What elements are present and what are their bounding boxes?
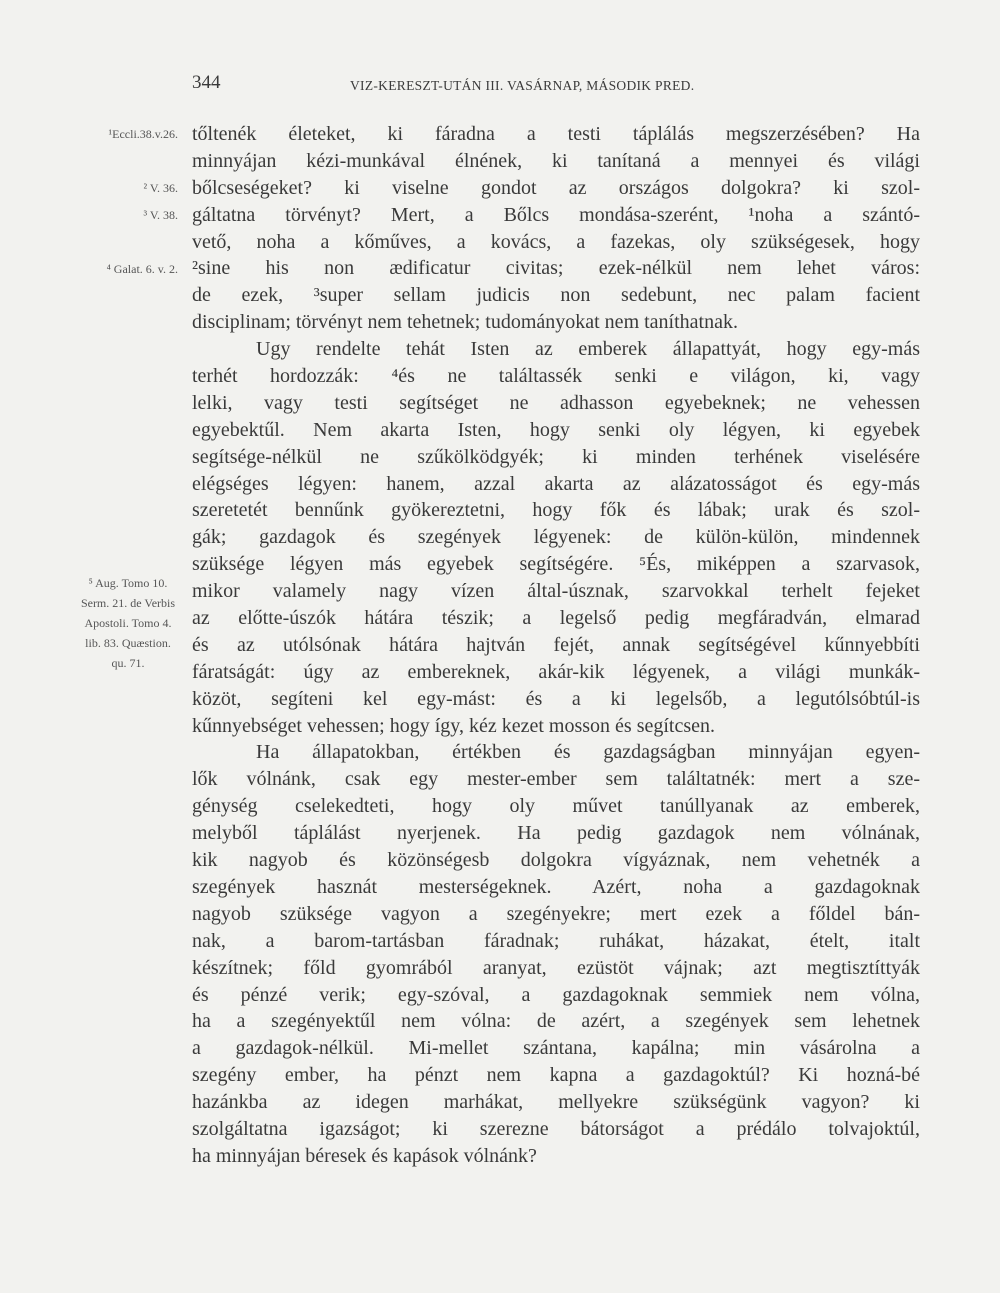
body-text <box>192 121 920 1170</box>
text-line: de ezek, ³super sellam judicis non sedebunt, nec palam facient <box>192 284 920 307</box>
text-line: és pénzé verik; egy-szóval, a gazdagoknak semmiek nem vólna, <box>192 983 920 1006</box>
text-line: szegények hasznát mesterségeknek. Azért, noha a gazdagoknak <box>192 875 920 898</box>
page-header <box>192 72 922 102</box>
text-line: közöt, segíteni kel egy-mást: és a ki legelsőb, a legutólsóbtúl-is <box>192 687 920 710</box>
text-line: génység cselekedteti, hogy oly művet tanúllyanak az emberek, <box>192 795 920 818</box>
text-line: nak, a barom-tartásban fáradnak; ruhákat, házakat, ételt, italt <box>192 929 920 952</box>
text-line: szegény ember, ha pénzt nem kapna a gazdagoktúl? Ki hozná-bé <box>192 1064 920 1087</box>
text-line: lelki, vagy testi segítséget ne adhasson egyebeknek; ne vehessen <box>192 391 920 414</box>
text-line: elégséges légyen: hanem, azzal akarta az alázatosságot és egy-más <box>192 472 920 495</box>
text-line: tőltenék életeket, ki fáradna a testi táplálás megszerzésében? Ha <box>192 123 920 145</box>
text-line: és az utólsónak hátára hajtván fejét, annak segítségével kűnnyebbíti <box>192 633 920 656</box>
margin-note: ⁵ Aug. Tomo 10. Serm. 21. de Verbis Apostoli. Tomo 4. lib. 83. Quæstion. qu. 71. <box>80 576 176 670</box>
page-number: 344 <box>192 72 221 93</box>
text-line: az előtte-úszók hátára tészik; a legelső pedig megfáradván, elmarad <box>192 607 920 630</box>
text-line: ²sine his non ædificatur civitas; ezek-nélkül nem lehet város: <box>192 257 920 280</box>
running-title: VIZ-KERESZT-UTÁN III. VASÁRNAP, MÁSODIK PRED. <box>350 78 695 93</box>
text-line: kűnnyebséget vehessen; hogy így, kéz kezet mosson és segítcsen. <box>192 714 716 737</box>
margin-note: ¹Eccli.38.v.26. <box>108 127 178 141</box>
text-line: disciplinam; törvényt nem tehetnek; tudományokat nem taníthatnak. <box>192 311 738 334</box>
text-line: gák; gazdagok és szegények légyenek: de külön-külön, mindennek <box>192 526 920 549</box>
text-line: ha minnyájan béresek és kapások vólnánk? <box>192 1144 537 1167</box>
text-line: kik nagyob és közönségesb dolgokra vígyáznak, nem vehetnék a <box>192 849 920 872</box>
text-line: lők vólnánk, csak egy mester-ember sem találtatnék: mert a sze- <box>192 768 920 791</box>
text-line: mikor valamely nagy vízen által-úsznak, szarvokkal terhelt fejeket <box>192 580 920 603</box>
text-line: szüksége légyen más egyebek segítségére. ⁵És, miképpen a szarvasok, <box>192 553 920 576</box>
text-line: szeretetét bennűnk gyökereztetni, hogy fők és lábak; urak és szol- <box>192 499 920 522</box>
text-line: szolgáltatna igazságot; ki szerezne bátorságot a prédálo tolvajoktúl, <box>192 1117 920 1140</box>
text-line: bőlcseségeket? ki viselne gondot az országos dolgokra? ki szol- <box>192 176 920 199</box>
text-line: fáratságát: úgy az embereknek, akár-kik légyenek, a világi munkák- <box>192 660 920 683</box>
text-line: ha a szegényektűl nem vólna: de azért, a szegények sem lehetnek <box>192 1010 920 1033</box>
margin-note: ³ V. 38. <box>143 208 178 222</box>
text-line: vető, noha a kőműves, a kovács, a fazekas, oly szükségesek, hogy <box>192 230 920 253</box>
text-line: hazánkba az idegen marhákat, mellyekre szükségünk vagyon? ki <box>192 1091 920 1114</box>
margin-note: ⁴ Galat. 6. v. 2. <box>106 262 178 276</box>
text-line: segítsége-nélkül ne szűkölködgyék; ki minden terhének viselésére <box>192 445 920 468</box>
text-line: minnyájan kézi-munkával élnének, ki tanítaná a mennyei és világi <box>192 149 920 172</box>
text-line: melyből táplálást nyerjenek. Ha pedig gazdagok nem vólnának, <box>192 822 920 845</box>
text-line: gáltatna törvényt? Mert, a Bőlcs mondása-szerént, ¹noha a szántó- <box>192 203 920 226</box>
text-line: nagyob szüksége vagyon a szegényekre; mert ezek a főldel bán- <box>192 902 920 925</box>
text-line: egyebektűl. Nem akarta Isten, hogy senki oly légyen, ki egyebek <box>192 418 920 441</box>
text-line: a gazdagok-nélkül. Mi-mellet szántana, kapálna; min vásárolna a <box>192 1037 920 1060</box>
margin-note: ² V. 36. <box>143 181 178 195</box>
text-line: készítnek; főld gyomrából aranyat, ezüstöt vájnak; azt megtisztíttyák <box>192 956 920 979</box>
text-line: Ha állapatokban, értékben és gazdagságban minnyájan egyen- <box>256 741 920 764</box>
text-line: terhét hordozzák: ⁴és ne találtassék senki e világon, ki, vagy <box>192 365 920 388</box>
text-line: Ugy rendelte tehát Isten az emberek állapattyát, hogy egy-más <box>256 338 920 361</box>
